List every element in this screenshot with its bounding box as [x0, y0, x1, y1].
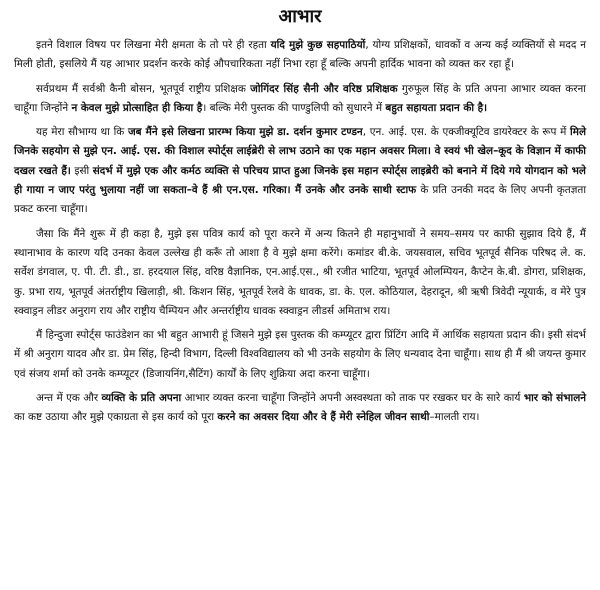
text-run: , योग्य प्रशिक्षकों, धावकों व अन्य कई व्यक्तियों से मदद न मिली होती, इसलिये मैं यह आभार प्रदर्शन करके कोई औपचारिकता नहीं निभा रहा हूँ बल्कि अपनी हार्दिक भावना को व्यक्त कर रहा हूँ। [14, 39, 587, 71]
text-run: इतने विशाल विषय पर लिखना मेरी क्षमता के तो परे ही रहता [36, 39, 271, 51]
text-run: आभार व्यक्त करना चाहूँगा जिन्होंने अपनी अस्वस्थता को ताक पर रखकर घर के सारे कार्य [181, 392, 524, 405]
text-run: सर्वप्रथम मैं सर्वश्री कैनी बोसन, भूतपूर्व राष्ट्रीय प्रशिक्षक [36, 82, 251, 95]
bold-run: करने का अवसर दिया और वे हैं मेरी स्नेहिल जीवन साथी [217, 411, 430, 424]
text-run: मैं हिन्दुजा स्पोर्ट्स फाउंडेशन का भी बहुत आभारी हूं जिसने मुझे इस पुस्तक की कम्प्यूटर द्वारा प्रिंटिंग आदि में आर्थिक सहायता प्रदान की। इसी संदर्भ में श्री अनुराग यादव और डा. प्रेम सिंह, हिन्दी विभाग, दिल्ली विश्वविद्यालय को भी उनके सहयोग के लिए धन्यवाद देना चाहूँगा। साथ ही मैं श्री जयन्त कुमार एवं संजय शर्मा को उनके कम्प्यूटर (डिजायनिंग,सैटिंग) कार्यों के लिए शुक्रिया अदा करना चाहूँगा। [14, 329, 586, 380]
bold-run: न केवल मुझे प्रोत्साहित ही किया है [71, 101, 203, 114]
paragraph-3 [14, 123, 586, 219]
paragraph-1 [14, 36, 586, 75]
text-run: के प्रति उनकी मदद के लिए अपनी कृतज्ञता प्रकट करना चाहूँगा। [14, 184, 587, 216]
text-run: यह मेरा सौभाग्य था कि [36, 126, 128, 139]
page-title: आभार [278, 6, 322, 27]
text-run: । बल्कि मेरी पुस्तक की पाण्डुलिपी को सुधारने में [202, 101, 386, 114]
bold-run: बहुत सहायता प्रदान की है। [385, 101, 488, 114]
bold-run: जोगिंदर सिंह सैनी और वरिष्ठ प्रशिक्षक [250, 82, 398, 95]
text-run: इसी [70, 164, 93, 177]
text-run: जैसा कि मैंने शुरू में ही कहा है, मुझे इस पवित्र कार्य को पूरा करने में अन्य कितने ही महानुभावों ने समय–समय पर काफी सुझाव दिये हैं, मैं स्थानाभाव के कारण यदि उनका केवल उल्लेख ही करूँ तो आशा है वे मुझे क्षमा करेंगे। कमांडर बी.के. जयसवाल, सचिव भूतपूर्व सैनिक परिषद ले. क. सर्वेश डंगवाल, ए. पी. टी. डी., डा. हरदयाल सिंह, वरिष्ठ वैज्ञानिक, एन.आई.एस., श्री रजीत भाटिया, भूतपूर्व ओलम्पियन, कैप्टेन के.बी. डोगरा, प्रशिक्षक, कु. प्रभा राय, भूतपूर्व अंतर्राष्ट्रीय खिलाड़ी, श्री. किशन सिंह, भूतपूर्व रेलवे के धावक, डा. के. एल. कोठियाल, देहरादून, श्री ऋषी त्रिवेदी न्यूयार्क, व मेरे पुत्र स्क्वाड्रन लीडर अनुराग राय और राष्ट्रीय चैम्पियन और अन्तर्राष्ट्रीय धावक स्क्वाड्रन लीडर्स अमिताभ राय। [14, 227, 586, 317]
paragraph-2 [14, 80, 586, 119]
text-run: , एन. आई. एस. के एक्जीक्यूटिव डायरेक्टर के रूप में [362, 126, 571, 139]
paragraph-4 [14, 225, 586, 321]
text-run: –मालती राय। [429, 411, 480, 424]
paragraph-6 [14, 389, 586, 428]
bold-run: व्यक्ति के प्रति अपना [101, 392, 182, 405]
bold-run: यदि मुझे कुछ सहपाठियों [270, 39, 366, 51]
paragraph-5 [14, 326, 586, 384]
bold-run: संदर्भ में मुझे एक और कर्मठ व्यक्ति से परिचय प्राप्त हुआ जिनके इस महान स्पोर्ट्स लाइब्रेरी को बनाने में दिये गये योगदान को भले ही गाया न जाए परंतु भुलाया नहीं जा सकता–वे हैं श्री एन.एस. गरिका। मैं उनके और उनके साथी स्टाफ [14, 164, 586, 197]
bold-run: जब मैंने इसे लिखना प्रारम्भ किया मुझे डा. दर्शन कुमार टण्डन [127, 126, 363, 139]
text-run: का कष्ट उठाया और मुझे एकाग्रता से इस कार्य को पूरा [14, 411, 218, 424]
bold-run: भार को संभालने [523, 392, 587, 405]
text-run: गुरुफूल सिंह के प्रति अपना आभार व्यक्त करना चाहूँगा जिन्होंने [14, 82, 586, 114]
text-run: अन्त में एक और [36, 392, 102, 405]
bold-run: मिले जिनके सहयोग से मुझे एन. आई. एस. की विशाल स्पोर्ट्स लाईब्रेरी से लाभ उठाने का एक महान अवसर मिला। वे स्वयं भी खेल–कूद के विज्ञान में काफी दखल रखते हैं। [14, 126, 586, 177]
